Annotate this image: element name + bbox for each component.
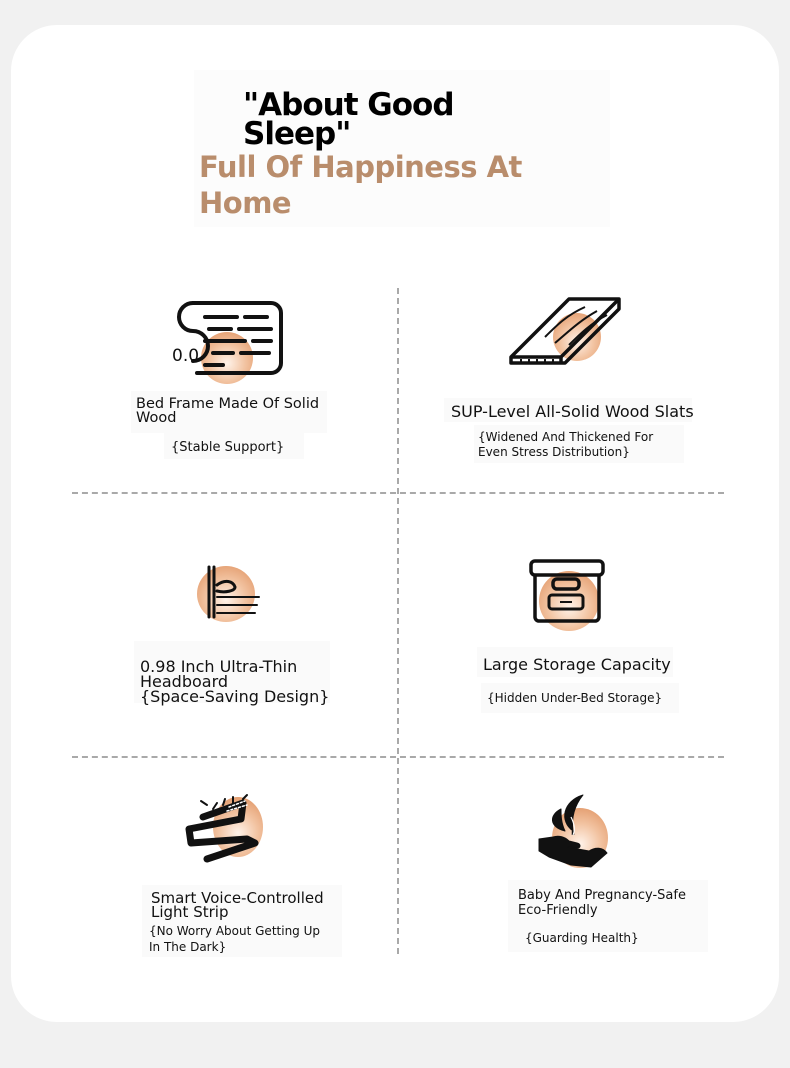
feature-title: Baby And Pregnancy-Safe Eco-Friendly: [518, 888, 686, 918]
feature-detail: {Widened And Thickened For Even Stress Distribution}: [478, 430, 654, 459]
wood-plank-icon: [507, 295, 625, 367]
feature-title: 0.98 Inch Ultra-Thin Headboard: [140, 657, 298, 691]
feature-detail: {Hidden Under-Bed Storage}: [487, 691, 663, 705]
storage-box-icon: [529, 559, 605, 623]
feature-title: Bed Frame Made Of Solid Wood: [136, 396, 320, 426]
horizontal-divider-1: [72, 492, 724, 494]
feature-title: Smart Voice-Controlled Light Strip: [151, 889, 324, 921]
feature-title: Large Storage Capacity: [483, 655, 671, 674]
leaf-hand-icon: [535, 791, 613, 869]
feature-detail: {Space-Saving Design}: [140, 687, 330, 706]
feature-card: [11, 25, 779, 1022]
thin-headboard-icon: [205, 565, 261, 621]
page-subtitle: Full Of Happiness At Home: [199, 150, 522, 220]
feature-detail: {Guarding Health}: [525, 931, 639, 945]
horizontal-divider-2: [72, 756, 724, 758]
feature-detail: {No Worry About Getting Up In The Dark}: [149, 924, 320, 954]
feature-badge: 0.0: [172, 346, 200, 366]
light-strip-icon: [183, 789, 269, 865]
vertical-divider: [397, 288, 399, 954]
feature-title: SUP-Level All-Solid Wood Slats: [451, 402, 694, 421]
page-title: "About Good Sleep": [243, 87, 454, 152]
feature-detail: {Stable Support}: [171, 440, 285, 455]
